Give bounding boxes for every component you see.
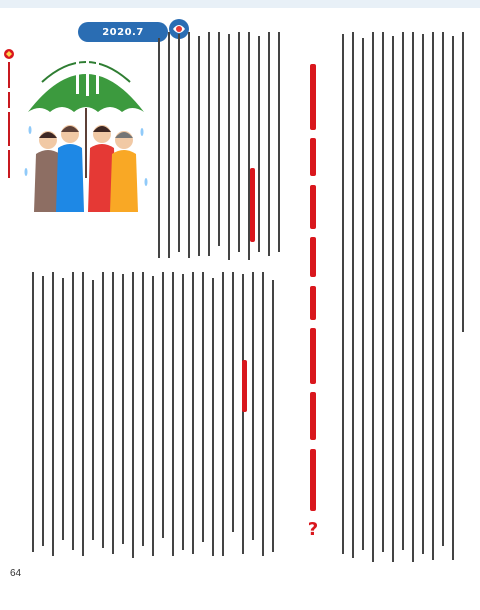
subheading-lower <box>242 360 247 412</box>
subheading-upper <box>250 168 255 242</box>
umbrella-people-illustration <box>22 42 150 252</box>
right-text-columns <box>340 30 472 570</box>
header-bar <box>0 0 480 8</box>
upper-left-text-columns <box>156 30 290 262</box>
title-segment <box>310 64 316 130</box>
title-segment <box>310 328 316 384</box>
title-segment <box>310 449 316 511</box>
title-segment <box>310 237 316 277</box>
issue-year: 2020.7 <box>102 26 144 38</box>
title-question-mark: ? <box>307 519 319 540</box>
title-segment <box>310 286 316 320</box>
title-segment <box>310 138 316 176</box>
issue-badge <box>78 22 168 42</box>
section-label <box>2 60 16 180</box>
article-title <box>296 64 330 540</box>
section-marker-icon <box>3 48 15 60</box>
left-text-columns <box>30 270 285 570</box>
title-segment <box>310 392 316 440</box>
title-segment <box>310 185 316 229</box>
page-number: 64 <box>10 568 22 579</box>
